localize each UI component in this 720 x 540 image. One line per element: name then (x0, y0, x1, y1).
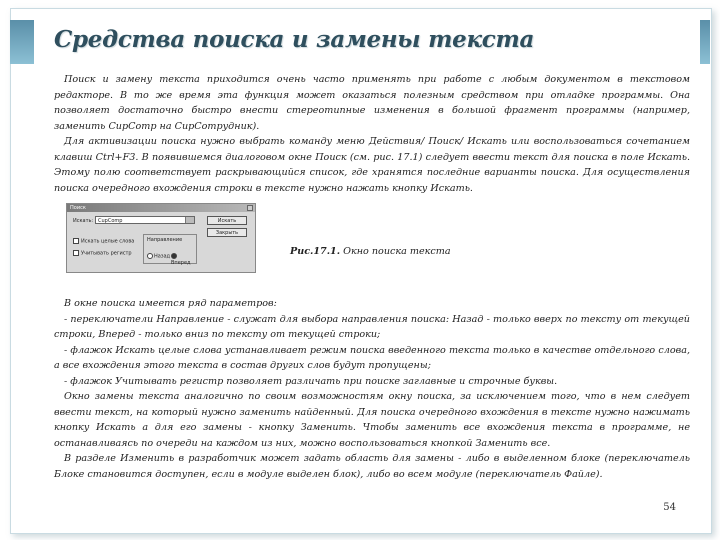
text-block-bottom (54, 296, 690, 482)
checkbox-label: Искать целые слова (81, 238, 135, 245)
radio-forward (171, 253, 196, 266)
checkbox-label: Учитывать регистр (81, 250, 132, 257)
close-icon (247, 205, 253, 211)
radio-icon (147, 253, 153, 259)
match-case-checkbox (73, 250, 132, 257)
text-block-top (54, 72, 690, 196)
paragraph: В разделе Изменить в разработчик может задать область для замены - либо в выделенном блоке (переключатель Блоке становится доступен, если в модуле выделен блок), либо во всем модуле (переключатель Файле). (54, 453, 690, 480)
search-dialog-figure (66, 203, 256, 273)
paragraph: Окно замены текста аналогично по своим возможностям окну поиска, за исключением того, что в нем следует ввести текст, на который нужно заменить найденный. Для поиска очередного вхождения в тексте нужно нажимать кнопку Искать а для его замены - кнопку Заменить. Чтобы заменить все вхождения текста в программе, не останавливаясь по очереди на каждом из них, можно воспользоваться кнопкой Заменить все. (54, 391, 690, 449)
right-accent-bar (700, 20, 710, 64)
paragraph: Для активизации поиска нужно выбрать команду меню Действия/ Поиск/ Искать или воспользоваться сочетанием клавиш Ctrl+F3. В появившемся диалоговом окне Поиск (см. рис. 17.1) следует ввести текст для поиска в поле Искать. Этому полю соответствует раскрывающийся список, где хранятся последние варианты поиска. Для осуществления поиска очередного вхождения строки в тексте нужно нажать кнопку Искать. (54, 136, 690, 194)
caption-label: Рис.17.1. (290, 246, 341, 257)
whole-words-checkbox (73, 238, 134, 245)
paragraph: Поиск и замену текста приходится очень часто применять при работе с любым документом в текстовом редакторе. В то же время эта функция может оказаться полезным средством при отладке программы. Она позволяет достаточно быстро внести стереотипные изменения в большой фрагмент программы (например, заменить CupComp на CupCompудник). (54, 74, 690, 132)
find-input: CupComp (95, 216, 195, 224)
page-number: 54 (663, 502, 676, 513)
radio-label: Вперед (171, 259, 191, 266)
radio-back (147, 253, 170, 260)
checkbox-icon (73, 238, 79, 244)
paragraph: В окне поиска имеется ряд параметров: (64, 298, 277, 309)
radio-label: Назад (154, 253, 171, 260)
slide-title: Средства поиска и замены текста (54, 26, 535, 53)
close-button: Закрыть (207, 228, 247, 237)
find-button: Искать (207, 216, 247, 225)
chevron-down-icon (185, 217, 194, 223)
find-label: Искать: (73, 218, 94, 224)
dialog-title: Поиск (70, 205, 86, 211)
title-accent-bar (10, 20, 34, 64)
paragraph: - флажок Искать целые слова устанавливает режим поиска введенного текста только в качестве отдельного слова, а все вхождения этого текста в состав других слов будут пропущены; (54, 344, 690, 371)
caption-text: Окно поиска текста (343, 246, 451, 257)
radio-icon (171, 253, 177, 259)
direction-label: Направление (147, 237, 183, 243)
paragraph: - флажок Учитывать регистр позволяет различать при поиске заглавные и строчные буквы. (64, 375, 558, 387)
checkbox-icon (73, 250, 79, 256)
direction-group (143, 234, 197, 264)
figure-caption (290, 246, 451, 257)
paragraph: - переключатели Направление - служат для выбора направления поиска: Назад - только вверх по тексту от текущей строки, Вперед - только вниз по тексту от текущей строки; (54, 313, 690, 340)
dialog-titlebar (67, 204, 255, 212)
